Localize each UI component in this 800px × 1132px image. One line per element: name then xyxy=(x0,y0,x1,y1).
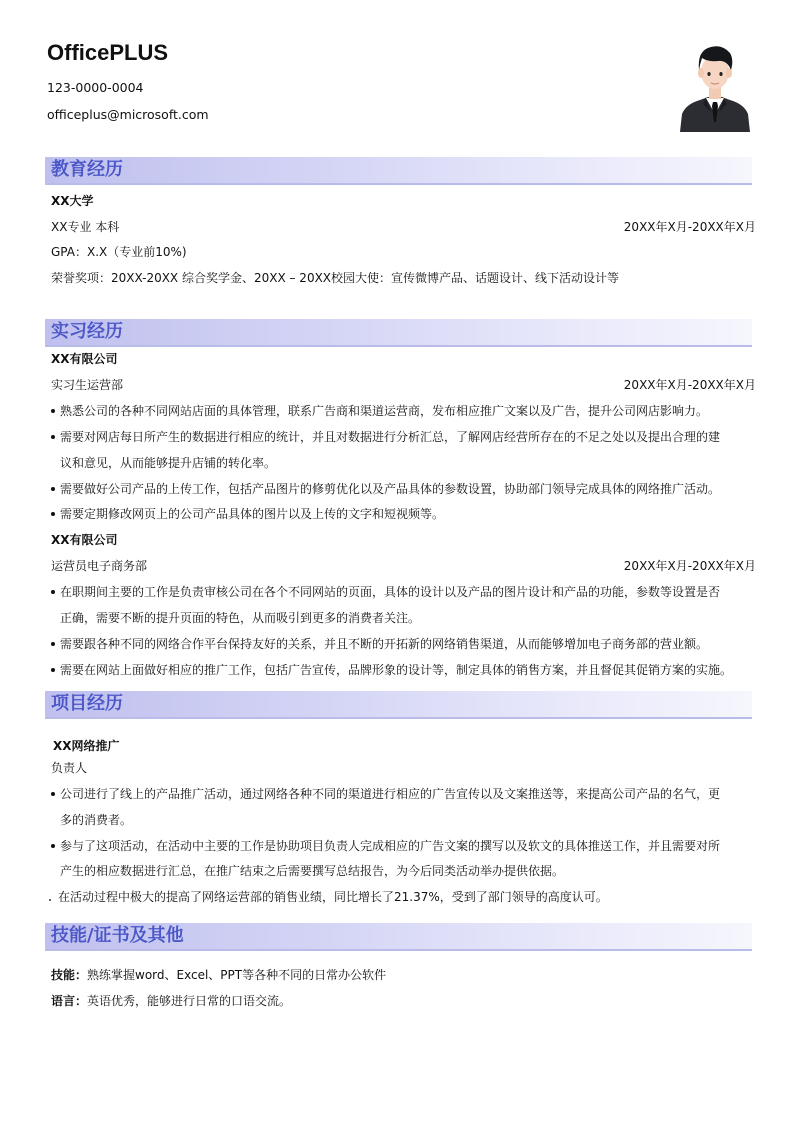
section-skills xyxy=(45,923,752,951)
bullet-dot-icon xyxy=(51,792,55,796)
phone-number: 123-0000-0004 xyxy=(47,80,144,95)
section-internship xyxy=(45,319,752,347)
honors: 荣誉奖项：20XX-20XX 综合奖学金、20XX – 20XX校园大使：宣传微博产品、话题设计、线下活动设计等 xyxy=(51,271,620,285)
bullet-dot-icon xyxy=(51,512,55,516)
bullet-dot-icon xyxy=(51,642,55,646)
skill-row xyxy=(51,967,386,983)
language-row xyxy=(51,993,291,1009)
bullet-dot-icon xyxy=(51,409,55,413)
major-degree: XX专业 本科 xyxy=(51,220,120,234)
list-item: 需要对网店每日所产生的数据进行相应的统计，并且对数据进行分析汇总，了解网店经营所存在的不足之处以及提出合理的建 xyxy=(51,429,720,445)
section-title: 项目经历 xyxy=(51,693,123,714)
gpa: GPA：X.X（专业前10%) xyxy=(51,245,187,259)
language-label: 语言： xyxy=(51,994,88,1008)
skill-label: 技能： xyxy=(51,968,88,982)
bullet-dot-icon xyxy=(51,668,55,672)
list-item: 熟悉公司的各种不同网站店面的具体管理，联系广告商和渠道运营商，发布相应推广文案以及广告，提升公司网店影响力。 xyxy=(51,403,708,419)
list-item-continuation: 产生的相应数据进行汇总，在推广结束之后需要撰写总结报告，为今后同类活动举办提供依据。 xyxy=(60,864,565,878)
bullet-dot-icon xyxy=(49,899,51,901)
project-role: 负责人 xyxy=(51,761,88,775)
list-item: 需要跟各种不同的网络合作平台保持友好的关系，并且不断的开拓新的网络销售渠道，从而能够增加电子商务部的营业额。 xyxy=(51,636,708,652)
section-title: 技能/证书及其他 xyxy=(51,925,184,946)
company-name: XX有限公司 xyxy=(51,533,118,547)
list-item: 需要做好公司产品的上传工作，包括产品图片的修剪优化以及产品具体的参数设置，协助部门领导完成具体的网络推广活动。 xyxy=(51,481,720,497)
section-title: 教育经历 xyxy=(51,159,123,180)
job-role: 运营员电子商务部 xyxy=(51,559,148,573)
school-name: XX大学 xyxy=(51,194,94,208)
list-item: 在职期间主要的工作是负责审核公司在各个不同网站的页面，具体的设计以及产品的图片设计和产品的功能，参数等设置是否 xyxy=(51,584,720,600)
language-text: 英语优秀，能够进行日常的口语交流。 xyxy=(87,994,292,1008)
list-item: 在活动过程中极大的提高了网络运营部的销售业绩，同比增长了21.37%，受到了部门领导的高度认可。 xyxy=(49,889,608,905)
person-avatar-icon xyxy=(678,40,752,132)
bullet-dot-icon xyxy=(51,590,55,594)
list-item: 需要定期修改网页上的公司产品具体的图片以及上传的文字和短视频等。 xyxy=(51,506,444,522)
list-item: 参与了这项活动，在活动中主要的工作是协助项目负责人完成相应的广告文案的撰写以及软文的具体推送工作，并且需要对所 xyxy=(51,838,720,854)
bullet-dot-icon xyxy=(51,844,55,848)
candidate-name: OfficePLUS xyxy=(47,40,169,65)
list-item: 公司进行了线上的产品推广活动，通过网络各种不同的渠道进行相应的广告宣传以及文案推送等，来提高公司产品的名气，更 xyxy=(51,786,720,802)
job-date: 20XX年X月-20XX年X月 xyxy=(623,378,756,392)
company-name: XX有限公司 xyxy=(51,352,118,366)
bullet-dot-icon xyxy=(51,487,55,491)
skill-text: 熟练掌握word、Excel、PPT等各种不同的日常办公软件 xyxy=(87,968,387,982)
list-item-continuation: 议和意见，从而能够提升店铺的转化率。 xyxy=(60,456,277,470)
job-role: 实习生运营部 xyxy=(51,378,124,392)
project-name: XX网络推广 xyxy=(53,739,120,753)
section-project xyxy=(45,691,752,719)
job-date: 20XX年X月-20XX年X月 xyxy=(623,559,756,573)
list-item: 需要在网站上面做好相应的推广工作，包括广告宣传，品牌形象的设计等，制定具体的销售方案，并且督促其促销方案的实施。 xyxy=(51,662,732,678)
education-date: 20XX年X月-20XX年X月 xyxy=(623,220,756,234)
list-item-continuation: 正确，需要不断的提升页面的特色，从而吸引到更多的消费者关注。 xyxy=(60,611,421,625)
bullet-dot-icon xyxy=(51,435,55,439)
list-item-continuation: 多的消费者。 xyxy=(60,813,133,827)
email-address: officeplus@microsoft.com xyxy=(47,107,209,122)
section-education xyxy=(45,157,752,185)
section-title: 实习经历 xyxy=(51,321,123,342)
